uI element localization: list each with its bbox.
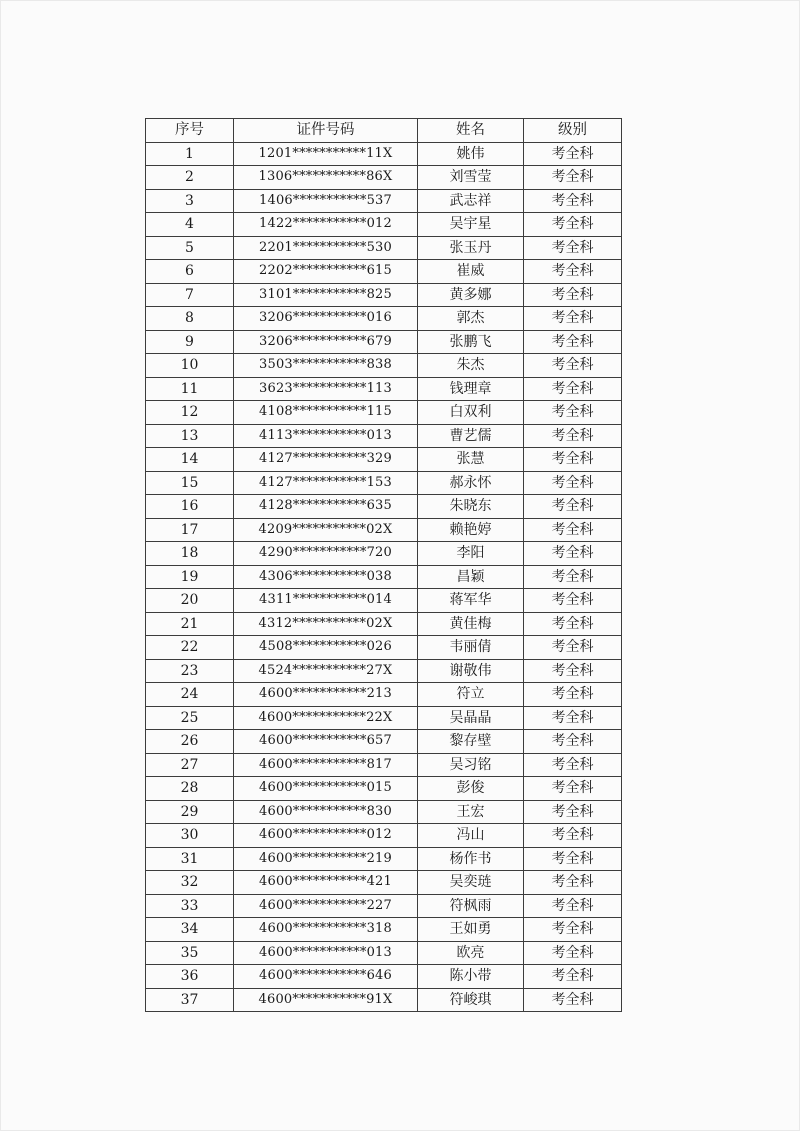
cell-level: 考全科 <box>524 659 622 683</box>
cell-level: 考全科 <box>524 495 622 519</box>
cell-seq: 37 <box>146 988 234 1012</box>
cell-name: 蒋军华 <box>418 589 524 613</box>
table-row <box>146 847 622 871</box>
cell-id-number: 4600***********219 <box>234 847 418 871</box>
cell-name: 钱理章 <box>418 377 524 401</box>
cell-seq: 34 <box>146 918 234 942</box>
cell-level: 考全科 <box>524 824 622 848</box>
cell-id-number: 4127***********153 <box>234 471 418 495</box>
cell-name: 吴奕琏 <box>418 871 524 895</box>
cell-seq: 8 <box>146 307 234 331</box>
cell-name: 郝永怀 <box>418 471 524 495</box>
cell-level: 考全科 <box>524 189 622 213</box>
cell-id-number: 4128***********635 <box>234 495 418 519</box>
cell-seq: 2 <box>146 166 234 190</box>
cell-name: 黄多娜 <box>418 283 524 307</box>
cell-seq: 30 <box>146 824 234 848</box>
cell-id-number: 4312***********02X <box>234 612 418 636</box>
cell-level: 考全科 <box>524 401 622 425</box>
cell-id-number: 4600***********657 <box>234 730 418 754</box>
cell-name: 姚伟 <box>418 142 524 166</box>
cell-id-number: 4600***********22X <box>234 706 418 730</box>
cell-seq: 18 <box>146 542 234 566</box>
cell-level: 考全科 <box>524 377 622 401</box>
cell-seq: 29 <box>146 800 234 824</box>
cell-id-number: 4311***********014 <box>234 589 418 613</box>
cell-name: 王宏 <box>418 800 524 824</box>
cell-id-number: 4306***********038 <box>234 565 418 589</box>
cell-seq: 14 <box>146 448 234 472</box>
cell-level: 考全科 <box>524 589 622 613</box>
cell-level: 考全科 <box>524 260 622 284</box>
cell-id-number: 4600***********817 <box>234 753 418 777</box>
cell-seq: 20 <box>146 589 234 613</box>
cell-id-number: 2202***********615 <box>234 260 418 284</box>
cell-name: 韦丽倩 <box>418 636 524 660</box>
table-row <box>146 683 622 707</box>
cell-id-number: 3503***********838 <box>234 354 418 378</box>
cell-seq: 36 <box>146 965 234 989</box>
cell-id-number: 3206***********016 <box>234 307 418 331</box>
cell-name: 王如勇 <box>418 918 524 942</box>
table-row <box>146 354 622 378</box>
cell-name: 张鹏飞 <box>418 330 524 354</box>
cell-name: 冯山 <box>418 824 524 848</box>
cell-seq: 15 <box>146 471 234 495</box>
table-row <box>146 894 622 918</box>
cell-id-number: 3101***********825 <box>234 283 418 307</box>
cell-name: 吴宇星 <box>418 213 524 237</box>
table-row <box>146 260 622 284</box>
cell-id-number: 3623***********113 <box>234 377 418 401</box>
cell-id-number: 4127***********329 <box>234 448 418 472</box>
table-row <box>146 965 622 989</box>
cell-name: 张玉丹 <box>418 236 524 260</box>
cell-level: 考全科 <box>524 612 622 636</box>
cell-name: 符枫雨 <box>418 894 524 918</box>
cell-name: 吴习铭 <box>418 753 524 777</box>
cell-id-number: 4600***********421 <box>234 871 418 895</box>
cell-level: 考全科 <box>524 518 622 542</box>
cell-seq: 22 <box>146 636 234 660</box>
cell-seq: 17 <box>146 518 234 542</box>
cell-id-number: 4600***********91X <box>234 988 418 1012</box>
cell-seq: 21 <box>146 612 234 636</box>
cell-name: 李阳 <box>418 542 524 566</box>
cell-id-number: 1306***********86X <box>234 166 418 190</box>
cell-seq: 19 <box>146 565 234 589</box>
table-row <box>146 565 622 589</box>
header-row <box>146 119 622 143</box>
cell-name: 刘雪莹 <box>418 166 524 190</box>
cell-level: 考全科 <box>524 941 622 965</box>
table-row <box>146 941 622 965</box>
table-row <box>146 542 622 566</box>
cell-seq: 7 <box>146 283 234 307</box>
cell-seq: 31 <box>146 847 234 871</box>
cell-seq: 16 <box>146 495 234 519</box>
table-row <box>146 377 622 401</box>
cell-name: 黎存壁 <box>418 730 524 754</box>
table-row <box>146 424 622 448</box>
table-row <box>146 706 622 730</box>
table-body <box>146 142 622 1012</box>
cell-level: 考全科 <box>524 894 622 918</box>
cell-level: 考全科 <box>524 471 622 495</box>
cell-id-number: 4108***********115 <box>234 401 418 425</box>
cell-level: 考全科 <box>524 565 622 589</box>
cell-id-number: 4600***********013 <box>234 941 418 965</box>
candidate-table <box>145 118 622 1012</box>
table-row <box>146 283 622 307</box>
cell-name: 朱杰 <box>418 354 524 378</box>
cell-id-number: 4209***********02X <box>234 518 418 542</box>
table-row <box>146 988 622 1012</box>
cell-level: 考全科 <box>524 448 622 472</box>
cell-name: 张慧 <box>418 448 524 472</box>
cell-name: 白双利 <box>418 401 524 425</box>
cell-seq: 11 <box>146 377 234 401</box>
cell-level: 考全科 <box>524 753 622 777</box>
cell-level: 考全科 <box>524 283 622 307</box>
cell-id-number: 4508***********026 <box>234 636 418 660</box>
cell-name: 赖艳婷 <box>418 518 524 542</box>
cell-name: 杨作书 <box>418 847 524 871</box>
cell-seq: 33 <box>146 894 234 918</box>
table-row <box>146 918 622 942</box>
cell-id-number: 4600***********227 <box>234 894 418 918</box>
cell-name: 符立 <box>418 683 524 707</box>
cell-level: 考全科 <box>524 330 622 354</box>
cell-name: 彭俊 <box>418 777 524 801</box>
cell-id-number: 4600***********015 <box>234 777 418 801</box>
cell-seq: 13 <box>146 424 234 448</box>
cell-level: 考全科 <box>524 636 622 660</box>
cell-seq: 32 <box>146 871 234 895</box>
cell-name: 陈小带 <box>418 965 524 989</box>
cell-level: 考全科 <box>524 965 622 989</box>
table-row <box>146 330 622 354</box>
cell-id-number: 1406***********537 <box>234 189 418 213</box>
cell-id-number: 4600***********646 <box>234 965 418 989</box>
cell-name: 吴晶晶 <box>418 706 524 730</box>
cell-seq: 24 <box>146 683 234 707</box>
cell-id-number: 2201***********530 <box>234 236 418 260</box>
table-row <box>146 189 622 213</box>
cell-seq: 35 <box>146 941 234 965</box>
cell-name: 符峻琪 <box>418 988 524 1012</box>
cell-seq: 27 <box>146 753 234 777</box>
cell-id-number: 4600***********012 <box>234 824 418 848</box>
cell-level: 考全科 <box>524 683 622 707</box>
cell-name: 欧亮 <box>418 941 524 965</box>
table-row <box>146 166 622 190</box>
table-row <box>146 518 622 542</box>
cell-id-number: 4600***********213 <box>234 683 418 707</box>
cell-seq: 9 <box>146 330 234 354</box>
cell-level: 考全科 <box>524 354 622 378</box>
table-row <box>146 612 622 636</box>
cell-seq: 3 <box>146 189 234 213</box>
table-row <box>146 448 622 472</box>
cell-level: 考全科 <box>524 847 622 871</box>
header-name: 姓名 <box>418 119 524 143</box>
cell-level: 考全科 <box>524 542 622 566</box>
cell-seq: 10 <box>146 354 234 378</box>
cell-level: 考全科 <box>524 706 622 730</box>
header-id-number: 证件号码 <box>234 119 418 143</box>
cell-id-number: 4113***********013 <box>234 424 418 448</box>
table-header <box>146 119 622 143</box>
table-row <box>146 753 622 777</box>
cell-level: 考全科 <box>524 236 622 260</box>
cell-level: 考全科 <box>524 988 622 1012</box>
table-row <box>146 236 622 260</box>
cell-name: 昌颖 <box>418 565 524 589</box>
table-row <box>146 495 622 519</box>
cell-seq: 5 <box>146 236 234 260</box>
table-row <box>146 800 622 824</box>
cell-name: 崔威 <box>418 260 524 284</box>
cell-name: 郭杰 <box>418 307 524 331</box>
cell-level: 考全科 <box>524 213 622 237</box>
cell-id-number: 1201***********11X <box>234 142 418 166</box>
cell-seq: 28 <box>146 777 234 801</box>
cell-name: 朱晓东 <box>418 495 524 519</box>
cell-level: 考全科 <box>524 730 622 754</box>
cell-id-number: 4524***********27X <box>234 659 418 683</box>
cell-level: 考全科 <box>524 871 622 895</box>
cell-level: 考全科 <box>524 918 622 942</box>
cell-id-number: 4290***********720 <box>234 542 418 566</box>
cell-seq: 25 <box>146 706 234 730</box>
table-row <box>146 401 622 425</box>
table-row <box>146 659 622 683</box>
table-row <box>146 871 622 895</box>
header-seq: 序号 <box>146 119 234 143</box>
cell-level: 考全科 <box>524 777 622 801</box>
table-row <box>146 307 622 331</box>
cell-seq: 12 <box>146 401 234 425</box>
cell-name: 黄佳梅 <box>418 612 524 636</box>
cell-seq: 4 <box>146 213 234 237</box>
cell-name: 曹艺儒 <box>418 424 524 448</box>
cell-name: 武志祥 <box>418 189 524 213</box>
table-row <box>146 142 622 166</box>
table-row <box>146 636 622 660</box>
table-row <box>146 471 622 495</box>
cell-level: 考全科 <box>524 800 622 824</box>
cell-id-number: 3206***********679 <box>234 330 418 354</box>
cell-id-number: 1422***********012 <box>234 213 418 237</box>
cell-name: 谢敬伟 <box>418 659 524 683</box>
header-level: 级别 <box>524 119 622 143</box>
table-row <box>146 589 622 613</box>
cell-level: 考全科 <box>524 166 622 190</box>
cell-id-number: 4600***********318 <box>234 918 418 942</box>
cell-level: 考全科 <box>524 142 622 166</box>
cell-seq: 6 <box>146 260 234 284</box>
cell-level: 考全科 <box>524 424 622 448</box>
table-row <box>146 777 622 801</box>
table-row <box>146 824 622 848</box>
cell-id-number: 4600***********830 <box>234 800 418 824</box>
cell-seq: 1 <box>146 142 234 166</box>
cell-seq: 23 <box>146 659 234 683</box>
table-row <box>146 213 622 237</box>
cell-level: 考全科 <box>524 307 622 331</box>
table-row <box>146 730 622 754</box>
cell-seq: 26 <box>146 730 234 754</box>
